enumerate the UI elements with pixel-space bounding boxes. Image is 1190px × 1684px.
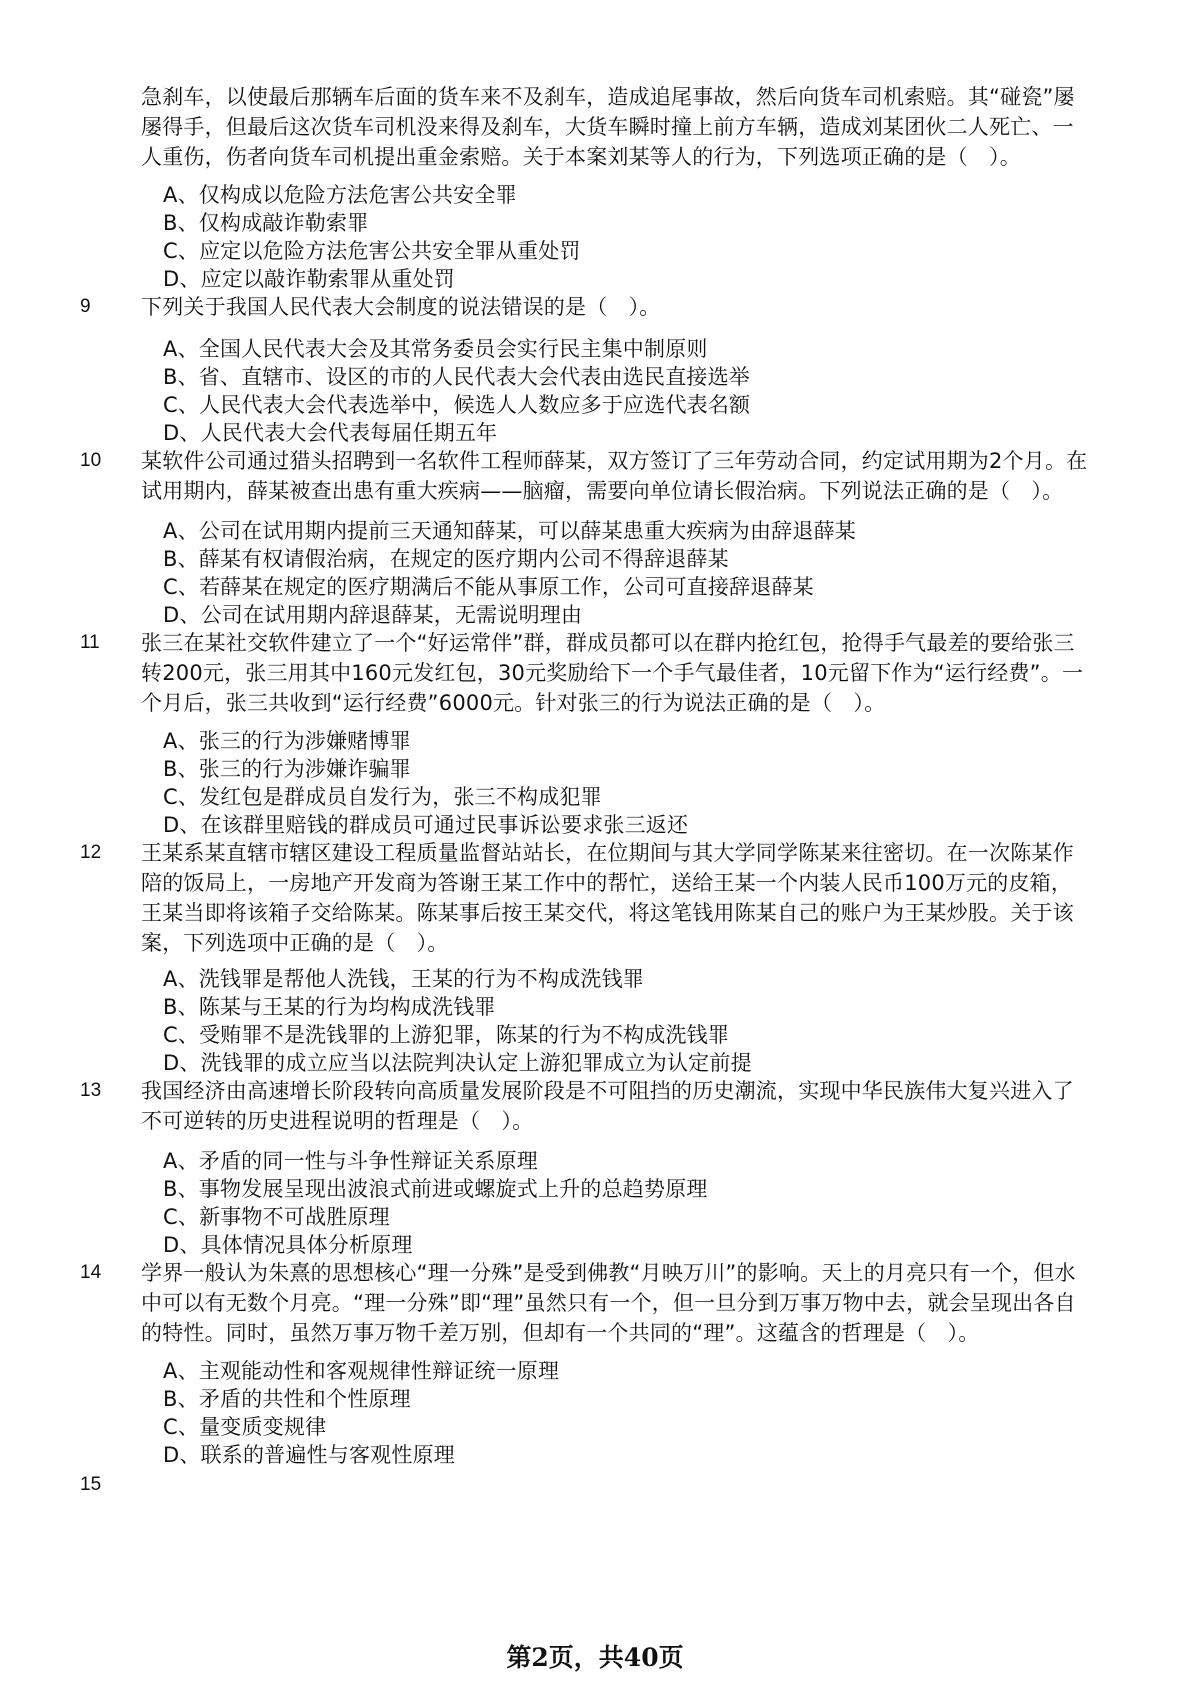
option-a: A、公司在试用期内提前三天通知薛某，可以薛某患重大疾病为由辞退薛某: [163, 519, 856, 543]
question-number: 10: [80, 450, 102, 471]
question-number: 15: [80, 1474, 102, 1495]
intro-question-text: 急刹车，以使最后那辆车后面的货车来不及刹车，造成追尾事故，然后向货车司机索赔。其“碰瓷”屡屡得手，但最后这次货车司机没来得及刹车，大货车瞬时撞上前方车辆，造成刘某团伙二人死亡、一人重伤，伤者向货车司机提出重金索赔。关于本案刘某等人的行为，下列选项正确的是（ ）。: [141, 85, 1075, 169]
option-c: C、发红包是群成员自发行为，张三不构成犯罪: [163, 785, 602, 809]
question-text: 学界一般认为朱熹的思想核心“理一分殊”是受到佛教“月映万川”的影响。天上的月亮只有一个，但水中可以有无数个月亮。“理一分殊”即“理”虽然只有一个，但一旦分到万事万物中去，就会呈现出各自的特性。同时，虽然万事万物千差万别，但却有一个共同的“理”。这蕴含的哲理是（ ）。: [141, 1261, 1076, 1345]
option-a: A、洗钱罪是帮他人洗钱，王某的行为不构成洗钱罪: [163, 967, 644, 991]
question-text: 我国经济由高速增长阶段转向高质量发展阶段是不可阻挡的历史潮流，实现中华民族伟大复兴进入了不可逆转的历史进程说明的哲理是（ ）。: [141, 1079, 1074, 1133]
option-d: D、在该群里赔钱的群成员可通过民事诉讼要求张三返还: [163, 813, 689, 837]
option-b: B、省、直辖市、设区的市的人民代表大会代表由选民直接选举: [163, 365, 751, 389]
option-d: D、具体情况具体分析原理: [163, 1233, 413, 1257]
option-d: D、联系的普遍性与客观性原理: [163, 1443, 455, 1467]
option-a: A、张三的行为涉嫌赌博罪: [163, 729, 411, 753]
question-text: 王某系某直辖市辖区建设工程质量监督站站长，在位期间与其大学同学陈某来往密切。在一次陈某作陪的饭局上，一房地产开发商为答谢王某工作中的帮忙，送给王某一个内装人民币100万元的皮箱，王某当即将该箱子交给陈某。陈某事后按王某交代，将这笔钱用陈某自己的账户为王某炒股。关于该案，下列选项中正确的是（ ）。: [141, 841, 1074, 955]
option-d: D、洗钱罪的成立应当以法院判决认定上游犯罪成立为认定前提: [163, 1051, 752, 1075]
question-text: 某软件公司通过猎头招聘到一名软件工程师薛某，双方签订了三年劳动合同，约定试用期为2个月。在试用期内，薛某被查出患有重大疾病——脑瘤，需要向单位请长假治病。下列说法正确的是（ ）。: [141, 449, 1088, 503]
option-a: A、主观能动性和客观规律性辩证统一原理: [163, 1359, 560, 1383]
option-b: B、薛某有权请假治病，在规定的医疗期内公司不得辞退薛某: [163, 547, 729, 571]
intro-option-b: B、仅构成敲诈勒索罪: [163, 211, 369, 235]
option-b: B、张三的行为涉嫌诈骗罪: [163, 757, 411, 781]
option-a: A、全国人民代表大会及其常务委员会实行民主集中制原则: [163, 337, 708, 361]
intro-option-d: D、应定以敲诈勒索罪从重处罚: [163, 267, 455, 291]
intro-option-a: A、仅构成以危险方法危害公共安全罪: [163, 183, 517, 207]
question-text: 张三在某社交软件建立了一个“好运常伴”群，群成员都可以在群内抢红包，抢得手气最差的要给张三转200元，张三用其中160元发红包，30元奖励给下一个手气最佳者，10元留下作为“运行经费”。一个月后，张三共收到“运行经费”6000元。针对张三的行为说法正确的是（ ）。: [141, 631, 1084, 715]
question-number: 9: [80, 296, 91, 317]
intro-option-c: C、应定以危险方法危害公共安全罪从重处罚: [163, 239, 581, 263]
question-number: 13: [80, 1080, 102, 1101]
option-c: C、量变质变规律: [163, 1415, 327, 1439]
option-d: D、公司在试用期内辞退薛某，无需说明理由: [163, 603, 583, 627]
option-b: B、陈某与王某的行为均构成洗钱罪: [163, 995, 496, 1019]
question-number: 14: [80, 1262, 102, 1283]
page-footer: 第2页，共40页: [506, 1643, 684, 1672]
option-c: C、受贿罪不是洗钱罪的上游犯罪，陈某的行为不构成洗钱罪: [163, 1023, 730, 1047]
option-b: B、事物发展呈现出波浪式前进或螺旋式上升的总趋势原理: [163, 1177, 708, 1201]
question-text: 下列关于我国人民代表大会制度的说法错误的是（ ）。: [141, 295, 661, 319]
option-b: B、矛盾的共性和个性原理: [163, 1387, 411, 1411]
option-a: A、矛盾的同一性与斗争性辩证关系原理: [163, 1149, 538, 1173]
option-c: C、人民代表大会代表选举中，候选人人数应多于应选代表名额: [163, 393, 751, 417]
option-d: D、人民代表大会代表每届任期五年: [163, 421, 498, 445]
question-number: 12: [80, 842, 102, 863]
option-c: C、若薛某在规定的医疗期满后不能从事原工作，公司可直接辞退薛某: [163, 575, 814, 599]
question-number: 11: [80, 632, 100, 653]
option-c: C、新事物不可战胜原理: [163, 1205, 390, 1229]
